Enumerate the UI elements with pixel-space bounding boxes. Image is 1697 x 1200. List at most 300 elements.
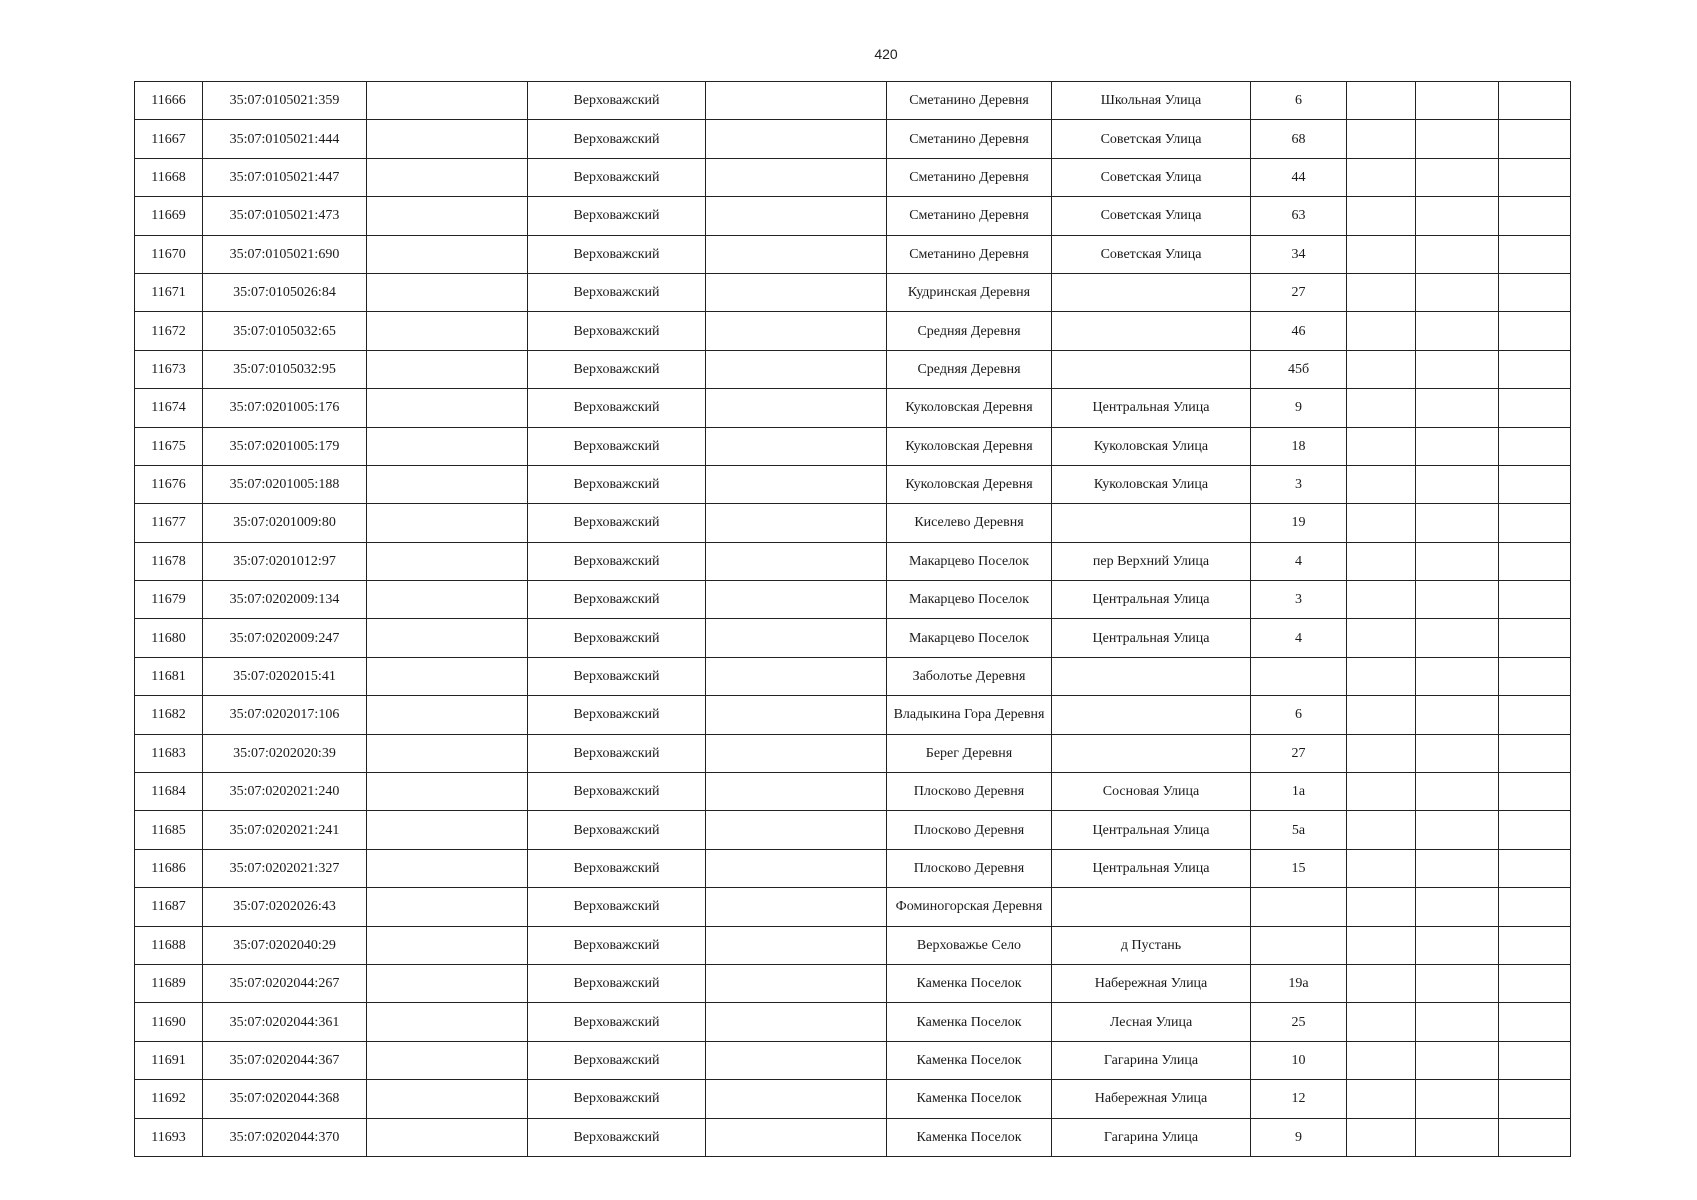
cell-street: Набережная Улица [1052, 964, 1251, 1002]
cell-empty [367, 696, 528, 734]
cell-house-number: 9 [1251, 1118, 1347, 1156]
cell-cadastral-number: 35:07:0105021:447 [203, 158, 367, 196]
cell-cadastral-number: 35:07:0202044:361 [203, 1003, 367, 1041]
cell-street: Школьная Улица [1052, 82, 1251, 120]
cell-district: Верховажский [528, 773, 706, 811]
cell-empty [1416, 619, 1499, 657]
cell-empty [1347, 1041, 1416, 1079]
cell-empty [1347, 120, 1416, 158]
cell-row-number: 11689 [135, 964, 203, 1002]
cell-locality: Сметанино Деревня [887, 235, 1052, 273]
table-row [135, 849, 1571, 887]
cell-district: Верховажский [528, 849, 706, 887]
cell-empty [706, 773, 887, 811]
cell-empty [1347, 657, 1416, 695]
cell-street: Советская Улица [1052, 120, 1251, 158]
cell-house-number: 25 [1251, 1003, 1347, 1041]
cell-empty [1347, 542, 1416, 580]
cell-house-number: 6 [1251, 82, 1347, 120]
cell-row-number: 11692 [135, 1080, 203, 1118]
cell-district: Верховажский [528, 1003, 706, 1041]
cell-empty [367, 1118, 528, 1156]
cell-empty [1416, 696, 1499, 734]
cell-empty [1416, 926, 1499, 964]
cell-empty [706, 696, 887, 734]
cell-empty [1347, 734, 1416, 772]
cell-empty [367, 427, 528, 465]
cell-district: Верховажский [528, 811, 706, 849]
cell-locality: Заболотье Деревня [887, 657, 1052, 695]
cell-district: Верховажский [528, 1118, 706, 1156]
cell-empty [367, 120, 528, 158]
cell-house-number [1251, 888, 1347, 926]
table-row [135, 120, 1571, 158]
cell-row-number: 11693 [135, 1118, 203, 1156]
cell-locality: Кудринская Деревня [887, 273, 1052, 311]
table-row [135, 734, 1571, 772]
cell-empty [367, 465, 528, 503]
cell-cadastral-number: 35:07:0202044:370 [203, 1118, 367, 1156]
cell-street: Центральная Улица [1052, 619, 1251, 657]
cell-empty [1499, 427, 1571, 465]
cell-empty [706, 811, 887, 849]
cell-empty [1499, 734, 1571, 772]
table-row [135, 465, 1571, 503]
table-row [135, 1003, 1571, 1041]
cell-locality: Киселево Деревня [887, 504, 1052, 542]
cell-empty [706, 120, 887, 158]
cell-empty [1347, 1003, 1416, 1041]
cell-empty [367, 581, 528, 619]
cell-street [1052, 312, 1251, 350]
cell-house-number [1251, 657, 1347, 695]
cell-locality: Каменка Поселок [887, 964, 1052, 1002]
cell-district: Верховажский [528, 120, 706, 158]
cell-empty [367, 926, 528, 964]
cell-cadastral-number: 35:07:0202044:267 [203, 964, 367, 1002]
cell-empty [706, 465, 887, 503]
cell-empty [1416, 427, 1499, 465]
cell-cadastral-number: 35:07:0201005:179 [203, 427, 367, 465]
cell-empty [1416, 542, 1499, 580]
cell-street: Гагарина Улица [1052, 1041, 1251, 1079]
cell-empty [1499, 120, 1571, 158]
cell-empty [1416, 1003, 1499, 1041]
cell-row-number: 11670 [135, 235, 203, 273]
table-row [135, 427, 1571, 465]
cell-house-number: 34 [1251, 235, 1347, 273]
cell-empty [706, 350, 887, 388]
cell-locality: Фоминогорская Деревня [887, 888, 1052, 926]
cell-locality: Сметанино Деревня [887, 82, 1052, 120]
cell-row-number: 11676 [135, 465, 203, 503]
cell-cadastral-number: 35:07:0105021:444 [203, 120, 367, 158]
cell-row-number: 11673 [135, 350, 203, 388]
cell-empty [1416, 1041, 1499, 1079]
cell-row-number: 11672 [135, 312, 203, 350]
cell-empty [1347, 1118, 1416, 1156]
cell-empty [367, 273, 528, 311]
cell-locality: Каменка Поселок [887, 1003, 1052, 1041]
cell-district: Верховажский [528, 619, 706, 657]
cell-house-number: 27 [1251, 734, 1347, 772]
cell-district: Верховажский [528, 734, 706, 772]
cell-locality: Каменка Поселок [887, 1118, 1052, 1156]
cell-row-number: 11677 [135, 504, 203, 542]
cell-empty [367, 389, 528, 427]
cell-empty [1347, 849, 1416, 887]
cell-empty [706, 542, 887, 580]
cell-street [1052, 504, 1251, 542]
table-row [135, 197, 1571, 235]
table-row [135, 773, 1571, 811]
cell-cadastral-number: 35:07:0105026:84 [203, 273, 367, 311]
table-row [135, 1041, 1571, 1079]
registry-table [134, 81, 1571, 1157]
cell-empty [1499, 926, 1571, 964]
cell-row-number: 11691 [135, 1041, 203, 1079]
cell-street: Куколовская Улица [1052, 465, 1251, 503]
cell-street: Советская Улица [1052, 158, 1251, 196]
cell-cadastral-number: 35:07:0202026:43 [203, 888, 367, 926]
cell-empty [1499, 389, 1571, 427]
cell-house-number: 27 [1251, 273, 1347, 311]
cell-empty [1416, 465, 1499, 503]
table-row [135, 82, 1571, 120]
cell-district: Верховажский [528, 696, 706, 734]
cell-street: пер Верхний Улица [1052, 542, 1251, 580]
cell-district: Верховажский [528, 465, 706, 503]
cell-empty [367, 504, 528, 542]
cell-cadastral-number: 35:07:0201012:97 [203, 542, 367, 580]
cell-row-number: 11686 [135, 849, 203, 887]
cell-house-number: 19 [1251, 504, 1347, 542]
cell-cadastral-number: 35:07:0105021:473 [203, 197, 367, 235]
cell-empty [706, 197, 887, 235]
cell-cadastral-number: 35:07:0202021:241 [203, 811, 367, 849]
cell-district: Верховажский [528, 389, 706, 427]
cell-locality: Сметанино Деревня [887, 158, 1052, 196]
cell-house-number: 12 [1251, 1080, 1347, 1118]
cell-empty [1347, 427, 1416, 465]
cell-empty [367, 964, 528, 1002]
cell-empty [1499, 350, 1571, 388]
cell-empty [1347, 273, 1416, 311]
cell-empty [367, 657, 528, 695]
cell-empty [1347, 197, 1416, 235]
cell-empty [367, 849, 528, 887]
cell-empty [1499, 657, 1571, 695]
cell-empty [367, 1041, 528, 1079]
cell-empty [1347, 964, 1416, 1002]
cell-house-number: 63 [1251, 197, 1347, 235]
cell-empty [1499, 773, 1571, 811]
cell-empty [1347, 811, 1416, 849]
cell-empty [706, 1118, 887, 1156]
cell-district: Верховажский [528, 82, 706, 120]
cell-empty [1416, 197, 1499, 235]
table-row [135, 273, 1571, 311]
cell-street: Сосновая Улица [1052, 773, 1251, 811]
page-number: 420 [874, 46, 898, 62]
cell-empty [1499, 581, 1571, 619]
table-row [135, 1080, 1571, 1118]
cell-empty [706, 619, 887, 657]
cell-locality: Верховажье Село [887, 926, 1052, 964]
cell-empty [706, 1080, 887, 1118]
cell-locality: Владыкина Гора Деревня [887, 696, 1052, 734]
cell-house-number: 1а [1251, 773, 1347, 811]
cell-locality: Куколовская Деревня [887, 389, 1052, 427]
cell-cadastral-number: 35:07:0201009:80 [203, 504, 367, 542]
cell-empty [1347, 158, 1416, 196]
cell-empty [1416, 312, 1499, 350]
cell-row-number: 11678 [135, 542, 203, 580]
cell-empty [1416, 657, 1499, 695]
cell-house-number: 9 [1251, 389, 1347, 427]
cell-empty [1347, 926, 1416, 964]
cell-empty [1347, 235, 1416, 273]
cell-house-number: 44 [1251, 158, 1347, 196]
cell-row-number: 11685 [135, 811, 203, 849]
cell-empty [367, 1003, 528, 1041]
cell-street [1052, 350, 1251, 388]
cell-empty [1499, 696, 1571, 734]
cell-row-number: 11684 [135, 773, 203, 811]
cell-house-number: 4 [1251, 619, 1347, 657]
cell-empty [1416, 82, 1499, 120]
cell-empty [1499, 1118, 1571, 1156]
cell-empty [1416, 811, 1499, 849]
cell-locality: Плосково Деревня [887, 773, 1052, 811]
cell-house-number: 3 [1251, 465, 1347, 503]
cell-house-number: 46 [1251, 312, 1347, 350]
cell-house-number: 68 [1251, 120, 1347, 158]
cell-locality: Макарцево Поселок [887, 542, 1052, 580]
cell-street: Центральная Улица [1052, 849, 1251, 887]
cell-house-number [1251, 926, 1347, 964]
cell-district: Верховажский [528, 1041, 706, 1079]
cell-row-number: 11671 [135, 273, 203, 311]
cell-district: Верховажский [528, 581, 706, 619]
cell-empty [706, 734, 887, 772]
cell-empty [367, 542, 528, 580]
cell-row-number: 11668 [135, 158, 203, 196]
table-row [135, 926, 1571, 964]
cell-empty [706, 504, 887, 542]
cell-street: Центральная Улица [1052, 811, 1251, 849]
cell-empty [1416, 235, 1499, 273]
cell-empty [1416, 158, 1499, 196]
cell-empty [1416, 504, 1499, 542]
table-row [135, 888, 1571, 926]
cell-street [1052, 273, 1251, 311]
cell-empty [1347, 504, 1416, 542]
cell-row-number: 11681 [135, 657, 203, 695]
cell-row-number: 11688 [135, 926, 203, 964]
cell-street: Гагарина Улица [1052, 1118, 1251, 1156]
cell-street [1052, 734, 1251, 772]
cell-cadastral-number: 35:07:0202021:327 [203, 849, 367, 887]
cell-row-number: 11674 [135, 389, 203, 427]
cell-empty [706, 427, 887, 465]
cell-street: Лесная Улица [1052, 1003, 1251, 1041]
cell-empty [1416, 389, 1499, 427]
cell-empty [367, 734, 528, 772]
cell-row-number: 11675 [135, 427, 203, 465]
cell-empty [1347, 581, 1416, 619]
cell-empty [706, 273, 887, 311]
cell-empty [1499, 1041, 1571, 1079]
cell-locality: Средняя Деревня [887, 350, 1052, 388]
cell-district: Верховажский [528, 158, 706, 196]
cell-street: Центральная Улица [1052, 389, 1251, 427]
cell-district: Верховажский [528, 926, 706, 964]
cell-empty [1499, 1003, 1571, 1041]
cell-empty [1416, 849, 1499, 887]
table-row [135, 657, 1571, 695]
cell-empty [706, 964, 887, 1002]
cell-empty [1416, 273, 1499, 311]
cell-empty [706, 312, 887, 350]
cell-locality: Куколовская Деревня [887, 465, 1052, 503]
cell-empty [1416, 120, 1499, 158]
cell-empty [706, 888, 887, 926]
cell-house-number: 5а [1251, 811, 1347, 849]
cell-cadastral-number: 35:07:0202017:106 [203, 696, 367, 734]
cell-empty [1347, 1080, 1416, 1118]
table-row [135, 235, 1571, 273]
cell-cadastral-number: 35:07:0105021:359 [203, 82, 367, 120]
cell-empty [1499, 811, 1571, 849]
cell-empty [1499, 1080, 1571, 1118]
cell-empty [1347, 465, 1416, 503]
cell-street: Центральная Улица [1052, 581, 1251, 619]
cell-house-number: 45б [1251, 350, 1347, 388]
cell-empty [706, 849, 887, 887]
table-row [135, 389, 1571, 427]
cell-row-number: 11680 [135, 619, 203, 657]
cell-row-number: 11682 [135, 696, 203, 734]
cell-empty [1416, 734, 1499, 772]
cell-locality: Макарцево Поселок [887, 619, 1052, 657]
table-row [135, 350, 1571, 388]
cell-district: Верховажский [528, 542, 706, 580]
cell-locality: Каменка Поселок [887, 1041, 1052, 1079]
table-row [135, 619, 1571, 657]
cell-empty [1416, 1080, 1499, 1118]
cell-empty [1499, 504, 1571, 542]
cell-cadastral-number: 35:07:0105032:95 [203, 350, 367, 388]
cell-empty [706, 235, 887, 273]
cell-empty [1347, 773, 1416, 811]
cell-empty [1416, 581, 1499, 619]
table-row [135, 542, 1571, 580]
cell-street [1052, 888, 1251, 926]
cell-empty [1499, 888, 1571, 926]
cell-empty [1347, 312, 1416, 350]
cell-locality: Макарцево Поселок [887, 581, 1052, 619]
cell-empty [367, 888, 528, 926]
cell-district: Верховажский [528, 1080, 706, 1118]
cell-street: Советская Улица [1052, 197, 1251, 235]
cell-street [1052, 657, 1251, 695]
cell-house-number: 19а [1251, 964, 1347, 1002]
cell-empty [706, 82, 887, 120]
cell-empty [1499, 849, 1571, 887]
cell-cadastral-number: 35:07:0202044:367 [203, 1041, 367, 1079]
cell-district: Верховажский [528, 504, 706, 542]
cell-cadastral-number: 35:07:0202044:368 [203, 1080, 367, 1118]
table-row [135, 696, 1571, 734]
cell-cadastral-number: 35:07:0105021:690 [203, 235, 367, 273]
cell-empty [706, 389, 887, 427]
cell-empty [1499, 542, 1571, 580]
cell-empty [367, 158, 528, 196]
cell-empty [706, 581, 887, 619]
cell-empty [1347, 619, 1416, 657]
cell-house-number: 4 [1251, 542, 1347, 580]
cell-district: Верховажский [528, 657, 706, 695]
table-row [135, 581, 1571, 619]
cell-empty [1499, 964, 1571, 1002]
cell-district: Верховажский [528, 350, 706, 388]
cell-locality: Сметанино Деревня [887, 197, 1052, 235]
cell-empty [1499, 273, 1571, 311]
cell-street: Куколовская Улица [1052, 427, 1251, 465]
cell-locality: Средняя Деревня [887, 312, 1052, 350]
cell-row-number: 11666 [135, 82, 203, 120]
cell-empty [1416, 1118, 1499, 1156]
cell-district: Верховажский [528, 273, 706, 311]
cell-empty [706, 158, 887, 196]
cell-empty [1347, 888, 1416, 926]
cell-empty [367, 312, 528, 350]
cell-street: Советская Улица [1052, 235, 1251, 273]
cell-empty [1499, 197, 1571, 235]
table-row [135, 158, 1571, 196]
cell-empty [1347, 82, 1416, 120]
cell-empty [1499, 82, 1571, 120]
cell-district: Верховажский [528, 888, 706, 926]
table-row [135, 312, 1571, 350]
cell-district: Верховажский [528, 964, 706, 1002]
cell-empty [706, 1003, 887, 1041]
cell-cadastral-number: 35:07:0201005:176 [203, 389, 367, 427]
cell-house-number: 3 [1251, 581, 1347, 619]
cell-cadastral-number: 35:07:0202009:134 [203, 581, 367, 619]
cell-house-number: 18 [1251, 427, 1347, 465]
cell-empty [367, 197, 528, 235]
cell-cadastral-number: 35:07:0202020:39 [203, 734, 367, 772]
cell-empty [1416, 964, 1499, 1002]
cell-empty [1416, 350, 1499, 388]
cell-empty [367, 619, 528, 657]
cell-empty [1499, 158, 1571, 196]
cell-cadastral-number: 35:07:0201005:188 [203, 465, 367, 503]
cell-empty [1416, 773, 1499, 811]
cell-empty [367, 1080, 528, 1118]
cell-empty [367, 811, 528, 849]
cell-empty [706, 926, 887, 964]
cell-cadastral-number: 35:07:0202021:240 [203, 773, 367, 811]
cell-locality: Плосково Деревня [887, 849, 1052, 887]
cell-empty [1499, 465, 1571, 503]
cell-cadastral-number: 35:07:0105032:65 [203, 312, 367, 350]
cell-locality: Берег Деревня [887, 734, 1052, 772]
cell-empty [1347, 350, 1416, 388]
cell-street: Набережная Улица [1052, 1080, 1251, 1118]
